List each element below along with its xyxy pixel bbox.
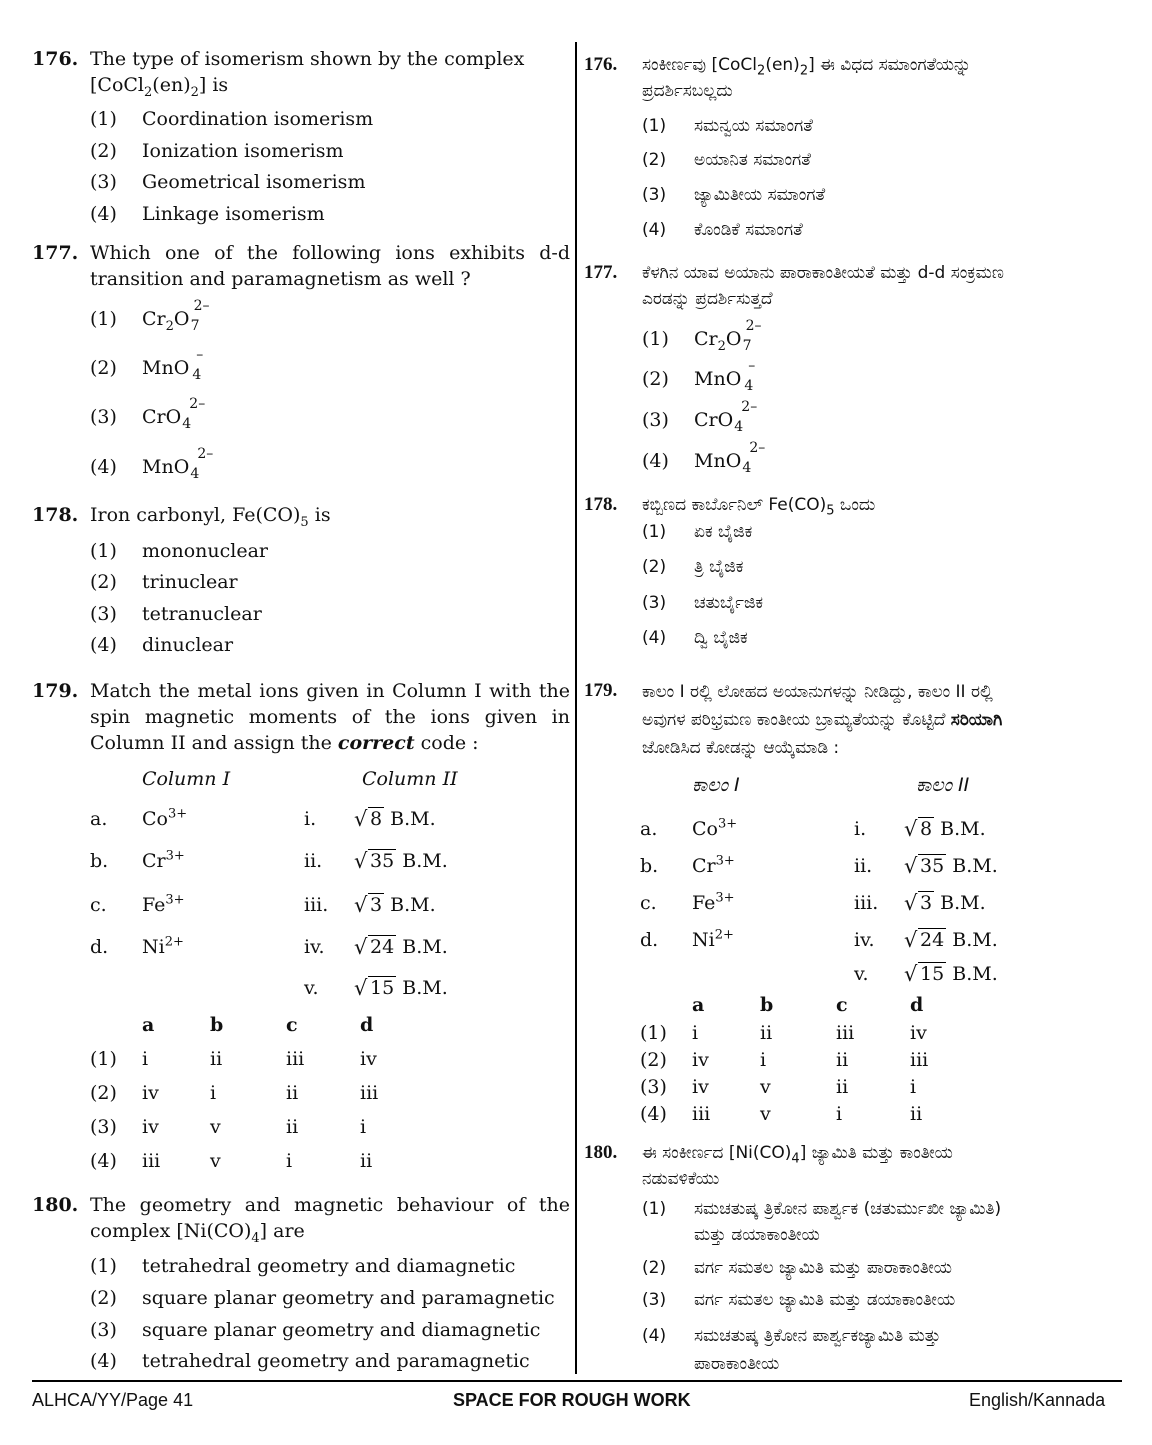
moment-3: √ 3 B.M. — [356, 894, 436, 916]
code-cell: i — [360, 1116, 367, 1138]
question-text: The geometry and magnetic behaviour of the complex $[Ni(CO)_4]$ are — [90, 1194, 570, 1246]
column-i-heading: Column I — [142, 768, 231, 790]
code-cell: iii — [360, 1082, 379, 1104]
code-cell: v — [760, 1076, 771, 1098]
option-2[interactable]: (2) ವರ್ಗ ಸಮತಲ ಜ್ಯಾಮಿತಿ ಮತ್ತು ಪಾರಾಕಾಂತೀಯ — [642, 1258, 952, 1278]
option-1[interactable]: (1) $Cr_2O$ 2– 7 — [642, 318, 762, 354]
code-option-3[interactable]: (3) — [90, 1116, 117, 1138]
option-4[interactable]: (4) ಕೊಂಡಿಕೆ ಸಮಾಂಗತೆ — [642, 220, 803, 240]
roman-i: i. — [854, 818, 867, 840]
option-4[interactable]: (4) tetrahedral geometry and paramagnetic — [90, 1350, 530, 1372]
question-number: 178. — [584, 494, 618, 515]
code-cell: iv — [360, 1048, 377, 1070]
roman-i: i. — [304, 808, 317, 830]
ion-fe: $Fe^{3+}$ — [692, 890, 735, 914]
option-4[interactable]: (4) MnO 2– 4 — [642, 440, 766, 476]
question-180-en — [32, 1192, 570, 1244]
code-head-c: c — [836, 994, 848, 1016]
option-1[interactable]: (1) Coordination isomerism — [90, 108, 374, 130]
moment-3: √ 3 B.M. — [906, 892, 986, 914]
option-3[interactable]: (3) CrO 2– 4 — [90, 396, 206, 432]
code-cell: ii — [836, 1076, 849, 1098]
code-cell: i — [142, 1048, 149, 1070]
column-i-heading: ಕಾಲಂ I — [692, 774, 740, 796]
question-text: ಕೆಳಗಿನ ಯಾವ ಅಯಾನು ಪಾರಾಕಾಂತೀಯತೆ ಮತ್ತು d-d ಸಂಕ್ರಮಣ ಎರಡನ್ನು ಪ್ರದರ್ಶಿಸುತ್ತದೆ — [642, 263, 1004, 309]
option-3[interactable]: (3) CrO 2– 4 — [642, 399, 758, 435]
question-text: ಸಂಕೀರ್ಣವು $[CoCl_2(en)_2]$ ಈ ವಿಧದ ಸಮಾಂಗತೆಯನ್ನು ಪ್ರದರ್ಶಿಸಬಲ್ಲದು — [642, 55, 972, 101]
ion-fe: $Fe^{3+}$ — [142, 892, 185, 916]
question-number: 178. — [32, 504, 79, 526]
question-text: ಕಬ್ಬಿಣದ ಕಾರ್ಬೊನಿಲ್ $Fe(CO)_5$ ಒಂದು — [642, 495, 876, 519]
row-letter: a. — [640, 818, 658, 840]
roman-iii: iii. — [854, 892, 879, 914]
column-divider — [575, 42, 577, 1374]
code-cell: iii — [692, 1103, 711, 1125]
code-cell: i — [692, 1022, 699, 1044]
question-178-kn — [584, 492, 1124, 518]
ion-ni: $Ni^{2+}$ — [142, 934, 184, 958]
language-label: English/Kannada — [969, 1390, 1106, 1410]
option-4[interactable]: (4) ಸಮಚತುಷ್ಕ ತ್ರಿಕೋನ ಪಾರ್ಶ್ವಕಜ್ಯಾಮಿತಿ ಮತ್ತು ಪಾರಾಕಾಂತೀಯ — [642, 1326, 941, 1374]
question-text: Which one of the following ions exhibits d-d transition and paramagnetism as well ? — [90, 242, 570, 290]
option-2[interactable]: (2) MnO – 4 — [642, 358, 756, 394]
row-letter: d. — [90, 936, 109, 958]
moment-2: √ 35 B.M. — [906, 855, 998, 877]
option-3[interactable]: (3) ಚತುರ್ಬೈಜಿಕ — [642, 593, 764, 613]
question-178-en — [32, 502, 570, 528]
code-cell: i — [210, 1082, 217, 1104]
roman-ii: ii. — [854, 855, 873, 877]
option-3[interactable]: (3) ವರ್ಗ ಸಮತಲ ಜ್ಯಾಮಿತಿ ಮತ್ತು ಡಯಾಕಾಂತೀಯ — [642, 1290, 956, 1310]
question-179-kn — [584, 678, 1124, 762]
code-cell: v — [760, 1103, 771, 1125]
column-ii-heading: Column II — [362, 768, 458, 790]
code-head-c: c — [286, 1014, 298, 1036]
row-letter: b. — [90, 850, 109, 872]
question-text: ಕಾಲಂ I ರಲ್ಲಿ ಲೋಹದ ಅಯಾನುಗಳನ್ನು ನೀಡಿದ್ದು, ಕಾಲಂ II ರಲ್ಲಿ ಅವುಗಳ ಪರಿಭ್ರಮಣ ಕಾಂತೀಯ ಬ್ರಾಮ್ಯತೆಯನ್ನು ಕೊಟ್ಟಿದೆ ಸರಿಯಾಗಿ ಜೋಡಿಸಿದ ಕೋಡನ್ನು ಆಯ್ಕೆಮಾಡಿ : — [642, 682, 1003, 758]
roman-v: v. — [304, 977, 319, 999]
rough-work-label: SPACE FOR ROUGH WORK — [453, 1390, 691, 1410]
question-number: 176. — [584, 54, 618, 75]
footer-rule — [32, 1380, 1122, 1382]
question-text: Match the metal ions given in Column I with the spin magnetic moments of the ions given in Column II and assign the correct code : — [90, 680, 570, 754]
moment-5: √ 15 B.M. — [356, 977, 448, 999]
column-ii-heading: ಕಾಲಂ II — [916, 774, 970, 796]
option-1[interactable]: (1) mononuclear — [90, 540, 268, 562]
row-letter: c. — [640, 892, 657, 914]
row-letter: a. — [90, 808, 108, 830]
code-option-4[interactable]: (4) — [640, 1103, 667, 1125]
option-3[interactable]: (3) square planar geometry and diamagnetic — [90, 1319, 541, 1341]
option-2[interactable]: (2) trinuclear — [90, 571, 238, 593]
option-3[interactable]: (3) tetranuclear — [90, 603, 262, 625]
question-number: 177. — [584, 262, 618, 283]
question-text: Iron carbonyl, $Fe(CO)_5$ is — [90, 504, 331, 530]
code-cell: ii — [210, 1048, 223, 1070]
question-number: 177. — [32, 242, 79, 264]
question-number: 180. — [584, 1142, 618, 1163]
roman-v: v. — [854, 963, 869, 985]
code-cell: i — [286, 1150, 293, 1172]
code-cell: ii — [836, 1049, 849, 1071]
moment-1: √ 8 B.M. — [356, 808, 436, 830]
option-4[interactable]: (4) Linkage isomerism — [90, 203, 325, 225]
question-180-kn — [584, 1140, 1124, 1192]
question-176-kn — [584, 52, 1124, 104]
code-cell: iv — [142, 1082, 159, 1104]
moment-4: √ 24 B.M. — [356, 936, 448, 958]
page-code: ALHCA/YY/Page 41 — [32, 1390, 194, 1410]
code-cell: iv — [142, 1116, 159, 1138]
option-3[interactable]: (3) Geometrical isomerism — [90, 171, 366, 193]
code-cell: ii — [760, 1022, 773, 1044]
code-option-1[interactable]: (1) — [640, 1022, 667, 1044]
ion-ni: $Ni^{2+}$ — [692, 927, 734, 951]
option-4[interactable]: (4) dinuclear — [90, 634, 234, 656]
code-cell: iv — [692, 1076, 709, 1098]
roman-iv: iv. — [854, 929, 875, 951]
code-cell: ii — [910, 1103, 923, 1125]
option-1[interactable]: (1) $Cr_2O$ 2– 7 — [90, 298, 210, 334]
code-cell: iii — [286, 1048, 305, 1070]
code-head-d: d — [910, 994, 924, 1016]
question-177-kn — [584, 260, 1124, 312]
option-2[interactable]: (2) ತ್ರಿ ಬೈಜಿಕ — [642, 557, 744, 577]
code-cell: iv — [692, 1049, 709, 1071]
code-option-4[interactable]: (4) — [90, 1150, 117, 1172]
question-number: 179. — [32, 680, 79, 702]
code-cell: iii — [836, 1022, 855, 1044]
code-head-d: d — [360, 1014, 374, 1036]
question-text: The type of isomerism shown by the complex $[CoCl_2(en)_2]$ is — [90, 48, 525, 100]
question-179-en — [32, 678, 570, 756]
option-4[interactable]: (4) ದ್ವಿ ಬೈಜಿಕ — [642, 628, 748, 648]
moment-2: √ 35 B.M. — [356, 850, 448, 872]
option-3[interactable]: (3) ಜ್ಯಾಮಿತೀಯ ಸಮಾಂಗತೆ — [642, 185, 826, 205]
option-4[interactable]: (4) MnO 2– 4 — [90, 446, 214, 482]
roman-iii: iii. — [304, 894, 329, 916]
roman-ii: ii. — [304, 850, 323, 872]
code-head-b: b — [210, 1014, 224, 1036]
code-cell: iii — [910, 1049, 929, 1071]
ion-co: $Co^{3+}$ — [692, 816, 738, 840]
row-letter: b. — [640, 855, 659, 877]
option-2[interactable]: (2) ಅಯಾನಿತ ಸಮಾಂಗತೆ — [642, 150, 811, 170]
row-letter: d. — [640, 929, 659, 951]
code-head-a: a — [142, 1014, 155, 1036]
code-cell: ii — [286, 1082, 299, 1104]
option-1[interactable]: (1) ಸಮಚತುಷ್ಕ ತ್ರಿಕೋನ ಪಾರ್ಶ್ವಕ (ಚತುರ್ಮುಖೀ ಜ್ಯಾಮಿತಿ) ಮತ್ತು ಡಯಾಕಾಂತೀಯ — [642, 1199, 1002, 1245]
option-1[interactable]: (1) ಸಮನ್ವಯ ಸಮಾಂಗತೆ — [642, 116, 813, 136]
ion-cr: $Cr^{3+}$ — [692, 853, 735, 877]
code-head-a: a — [692, 994, 705, 1016]
code-cell: v — [210, 1116, 221, 1138]
code-cell: iii — [142, 1150, 161, 1172]
option-2[interactable]: (2) Ionization isomerism — [90, 140, 344, 162]
code-cell: ii — [360, 1150, 373, 1172]
code-option-2[interactable]: (2) — [90, 1082, 117, 1104]
moment-5: √ 15 B.M. — [906, 963, 998, 985]
question-177-en — [32, 240, 570, 292]
question-176-en — [32, 46, 570, 98]
roman-iv: iv. — [304, 936, 325, 958]
option-2[interactable]: (2) MnO – 4 — [90, 347, 204, 383]
question-number: 180. — [32, 1194, 79, 1216]
moment-1: √ 8 B.M. — [906, 818, 986, 840]
code-cell: v — [210, 1150, 221, 1172]
code-cell: i — [760, 1049, 767, 1071]
question-text: ಈ ಸಂಕೀರ್ಣದ $[Ni(CO)_4]$ ಜ್ಯಾಮಿತಿ ಮತ್ತು ಕಾಂತೀಯ ನಡುವಳಿಕೆಯು — [642, 1143, 953, 1189]
question-number: 176. — [32, 48, 79, 70]
code-cell: i — [910, 1076, 917, 1098]
option-1[interactable]: (1) ಏಕ ಬೈಜಿಕ — [642, 522, 753, 542]
code-head-b: b — [760, 994, 774, 1016]
code-cell: ii — [286, 1116, 299, 1138]
ion-cr: $Cr^{3+}$ — [142, 848, 185, 872]
ion-co: $Co^{3+}$ — [142, 806, 188, 830]
code-cell: i — [836, 1103, 843, 1125]
row-letter: c. — [90, 894, 107, 916]
question-number: 179. — [584, 680, 618, 701]
code-option-3[interactable]: (3) — [640, 1076, 667, 1098]
code-cell: iv — [910, 1022, 927, 1044]
option-1[interactable]: (1) tetrahedral geometry and diamagnetic — [90, 1255, 516, 1277]
option-2[interactable]: (2) square planar geometry and paramagnetic — [90, 1287, 555, 1309]
code-option-2[interactable]: (2) — [640, 1049, 667, 1071]
moment-4: √ 24 B.M. — [906, 929, 998, 951]
code-option-1[interactable]: (1) — [90, 1048, 117, 1070]
